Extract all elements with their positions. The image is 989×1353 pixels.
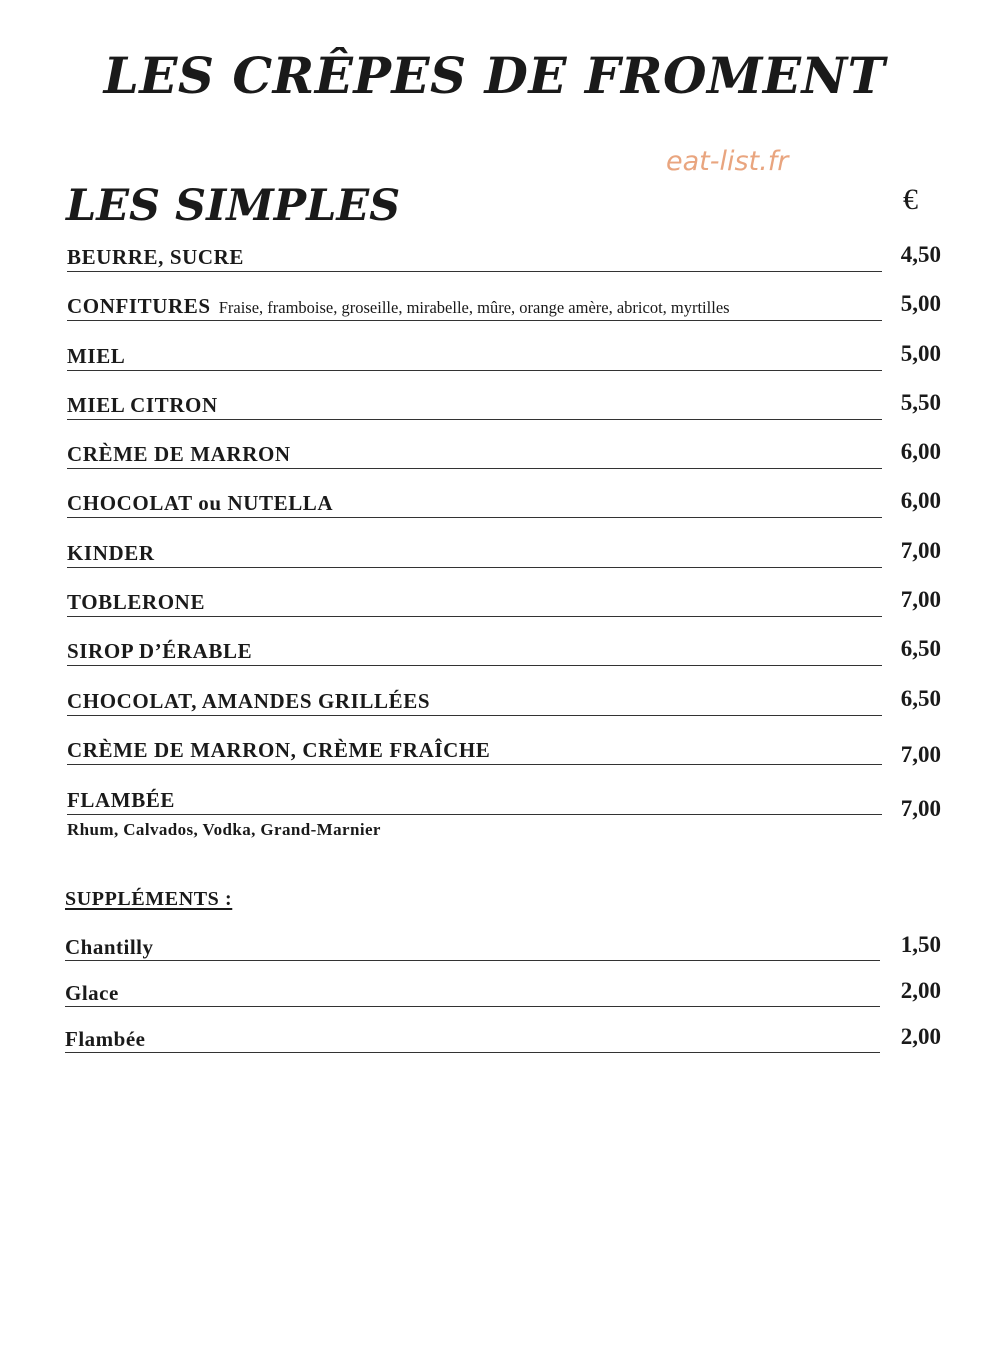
divider <box>67 814 882 815</box>
menu-item-name: CHOCOLAT ou NUTELLA <box>67 491 334 515</box>
divider <box>67 370 882 371</box>
menu-item <box>67 538 941 566</box>
divider <box>67 419 882 420</box>
divider <box>67 567 882 568</box>
flambee-detail: Rhum, Calvados, Vodka, Grand-Marnier <box>67 820 381 839</box>
menu-item-name: MIEL CITRON <box>67 393 218 417</box>
menu-item-price: 6,50 <box>900 686 941 711</box>
menu-item <box>67 341 941 369</box>
menu-item-name: MIEL <box>67 344 126 368</box>
supplement-price: 2,00 <box>900 1024 941 1049</box>
divider <box>65 1006 880 1007</box>
menu-item <box>67 587 941 615</box>
menu-item-name: FLAMBÉE <box>67 788 176 812</box>
supplement-name: Flambée <box>65 1027 146 1051</box>
menu-item-name: TOBLERONE <box>67 590 206 614</box>
menu-item-price: 6,50 <box>900 636 941 661</box>
menu-item <box>67 291 941 319</box>
menu-item <box>67 636 941 664</box>
menu-item-name: CHOCOLAT, AMANDES GRILLÉES <box>67 689 431 713</box>
menu-item-name: BEURRE, SUCRE <box>67 245 244 269</box>
menu-item <box>67 439 941 467</box>
menu-item <box>67 242 941 270</box>
divider <box>67 764 882 765</box>
divider <box>67 517 882 518</box>
supplement-name: Glace <box>65 981 119 1005</box>
divider <box>67 468 882 469</box>
menu-item-price: 7,00 <box>900 742 941 767</box>
supplement-item <box>65 932 941 960</box>
divider <box>67 320 882 321</box>
menu-item-price: 6,00 <box>900 488 941 513</box>
divider <box>67 665 882 666</box>
menu-item-price: 7,00 <box>900 796 941 821</box>
supplement-item <box>65 1024 941 1052</box>
menu-item-name: CRÈME DE MARRON, CRÈME FRAÎCHE <box>67 738 491 762</box>
divider <box>67 271 882 272</box>
menu-item <box>67 738 941 767</box>
menu-item <box>67 788 941 821</box>
menu-item <box>67 488 941 516</box>
menu-item-name: CONFITURES <box>67 294 211 318</box>
divider <box>65 960 880 961</box>
menu-item-price: 4,50 <box>900 242 941 267</box>
supplement-price: 1,50 <box>900 932 941 957</box>
menu-item-name: CRÈME DE MARRON <box>67 442 291 466</box>
menu-item-price: 6,00 <box>900 439 941 464</box>
menu-item-price: 7,00 <box>900 587 941 612</box>
page-title: LES CRÊPES DE FROMENT <box>103 46 886 105</box>
menu-item-price: 7,00 <box>900 538 941 563</box>
menu-item-name: KINDER <box>67 541 155 565</box>
section-title: LES SIMPLES <box>66 181 401 231</box>
watermark: eat-list.fr <box>666 146 789 177</box>
supplement-price: 2,00 <box>900 978 941 1003</box>
menu-item-name: SIROP D’ÉRABLE <box>67 639 253 663</box>
supplement-item <box>65 978 941 1006</box>
supplement-name: Chantilly <box>65 935 154 959</box>
menu-item-price: 5,00 <box>900 341 941 366</box>
menu-item <box>67 686 941 714</box>
menu-item-price: 5,50 <box>900 390 941 415</box>
divider <box>67 715 882 716</box>
divider <box>67 616 882 617</box>
menu-item-description: Fraise, framboise, groseille, mirabelle, mûre, orange amère, abricot, myrtilles <box>218 298 730 317</box>
divider <box>65 1052 880 1053</box>
currency-symbol: € <box>903 183 918 216</box>
menu-item <box>67 390 941 418</box>
menu-item-price: 5,00 <box>900 291 941 316</box>
supplements-title: SUPPLÉMENTS : <box>65 888 233 910</box>
